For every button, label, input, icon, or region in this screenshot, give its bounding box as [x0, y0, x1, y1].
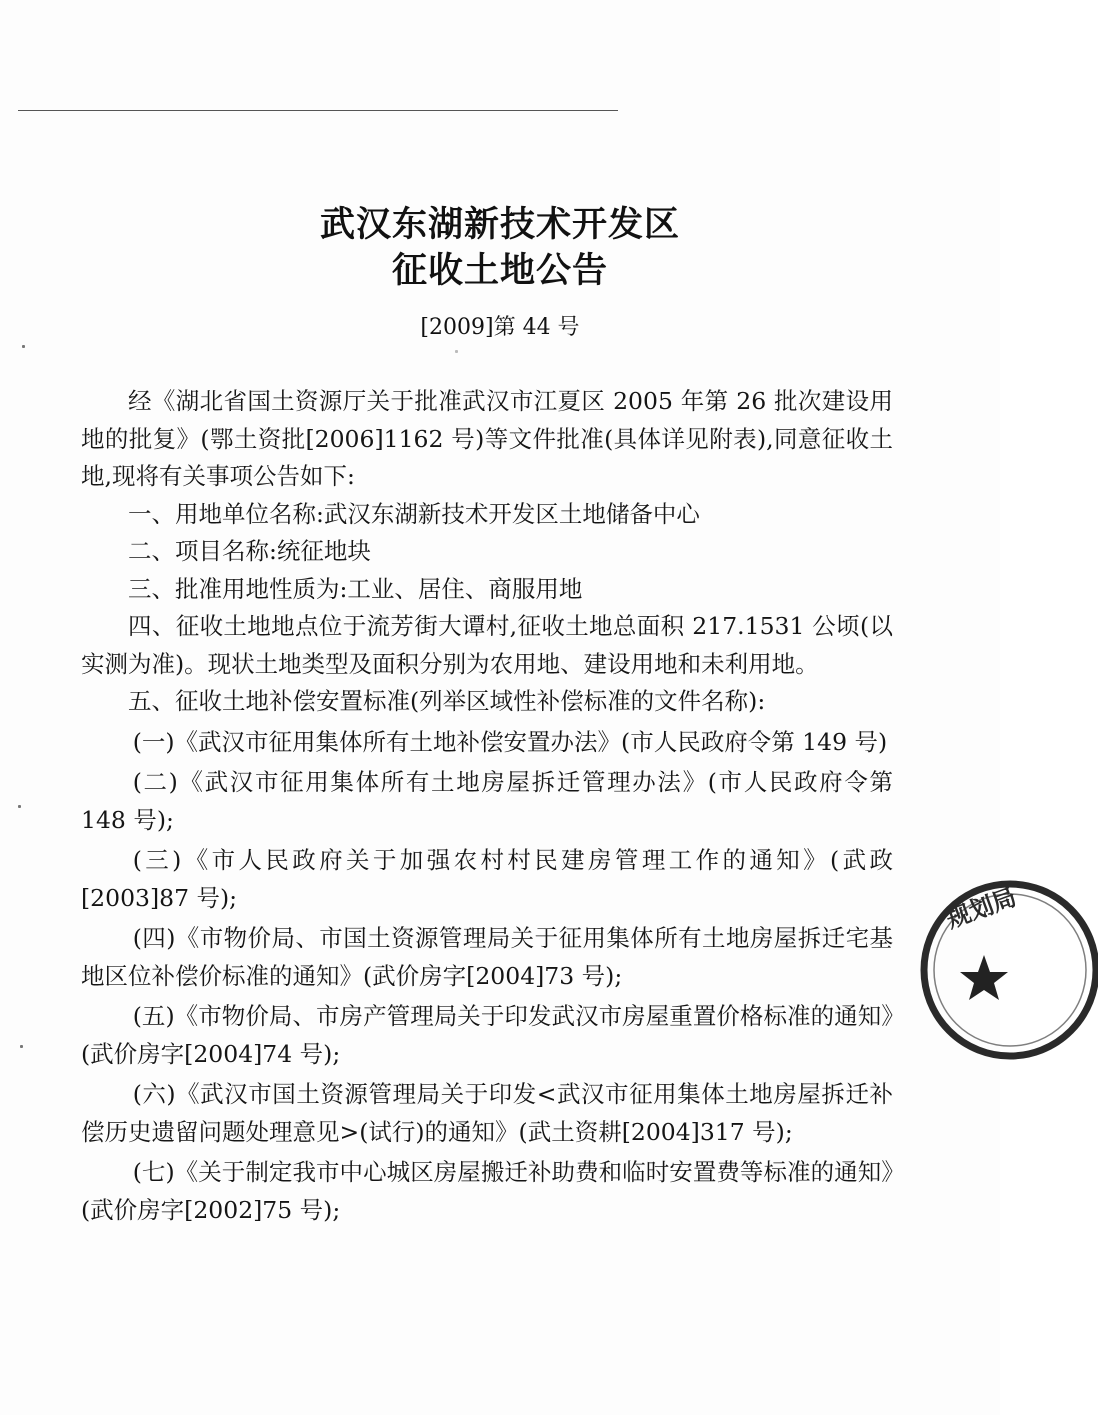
title-line-2: 征收土地公告 — [391, 251, 608, 291]
sub-item-3: (三)《市人民政府关于加强农村村民建房管理工作的通知》(武政[2003]87 号); — [81, 846, 893, 912]
top-rule — [18, 110, 618, 111]
scan-speck — [22, 345, 25, 348]
item-unit-name: 一、用地单位名称:武汉东湖新技术开发区土地储备中心 — [128, 499, 700, 528]
intro-paragraph: 经《湖北省国土资源厅关于批准武汉市江夏区 2005 年第 26 批次建设用地的批复》(鄂土资批[2006]1162 号)等文件批准(具体详见附表),同意征收土地,现将有关事项公告如下: — [81, 387, 893, 490]
title-line-1: 武汉东湖新技术开发区 — [319, 205, 680, 245]
sub-item-4: (四)《市物价局、市国土资源管理局关于征用集体所有土地房屋拆迁宅基地区位补偿价标准的通知》(武价房字[2004]73 号); — [81, 924, 893, 990]
sub-item-7: (七)《关于制定我市中心城区房屋搬迁补助费和临时安置费等标准的通知》(武价房字[2002]75 号); — [81, 1158, 893, 1224]
item-location-area: 四、征收土地地点位于流芳街大谭村,征收土地总面积 217.1531 公顷(以实测为准)。现状土地类型及面积分别为农用地、建设用地和未利用地。 — [81, 612, 893, 678]
seal-text: 规划局 — [942, 882, 1021, 934]
official-seal-stamp — [918, 875, 1098, 1065]
sub-item-2: (二)《武汉市征用集体所有土地房屋拆迁管理办法》(市人民政府令第 148 号); — [81, 768, 893, 834]
document-number: [2009]第 44 号 — [420, 315, 580, 340]
item-project-name: 二、项目名称:统征地块 — [128, 537, 371, 565]
scan-speck — [20, 1045, 23, 1048]
scan-speck — [455, 350, 458, 353]
document-body — [81, 383, 893, 1232]
item-compensation-standard: 五、征收土地补偿安置标准(列举区域性补偿标准的文件名称): — [128, 687, 766, 715]
sub-item-6: (六)《武汉市国土资源管理局关于印发<武汉市征用集体土地房屋拆迁补偿历史遗留问题处理意见>(试行)的通知》(武土资耕[2004]317 号); — [81, 1080, 893, 1146]
seal-star-icon — [960, 955, 1008, 1000]
seal-ring — [924, 884, 1096, 1056]
item-land-use: 三、批准用地性质为:工业、居住、商服用地 — [128, 574, 583, 603]
sub-item-5: (五)《市物价局、市房产管理局关于印发武汉市房屋重置价格标准的通知》(武价房字[2004]74 号); — [81, 1002, 893, 1068]
sub-item-1: (一)《武汉市征用集体所有土地补偿安置办法》(市人民政府令第 149 号) — [132, 727, 888, 756]
seal-inner-ring — [934, 894, 1086, 1046]
scan-speck — [18, 805, 21, 808]
